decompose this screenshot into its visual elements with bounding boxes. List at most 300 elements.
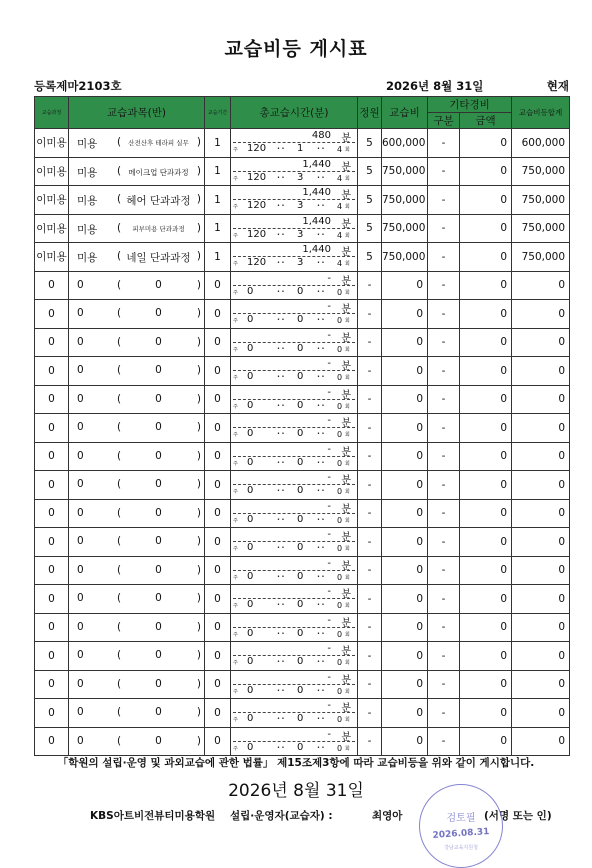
seal-label: (서명 또는 인) [484,810,552,822]
minutes-per-session: 0 [247,485,254,496]
table-row [35,670,570,699]
week-label: 주 [233,745,238,752]
weeks-count: 0 [337,686,343,696]
course-wrap [69,272,204,300]
paren-open: ( [117,449,122,462]
week-label: 주 [233,147,238,153]
course-cell [69,613,205,642]
tuition-cell: 0 [382,300,428,329]
period-cell: 0 [205,727,231,756]
course-major: 0 [77,392,84,405]
dot-label: • • [277,516,285,523]
course-cell [69,556,205,585]
week-label: 주 [233,232,238,239]
paren-open: ( [117,677,122,690]
course-wrap [69,642,204,670]
times-label: 회 [345,631,350,638]
amount-cell: 0 [460,328,512,357]
course-wrap [69,186,204,214]
total-minutes: 1,440 [302,215,331,227]
header-category: 구분 [428,113,460,129]
total-cell: 0 [512,585,570,614]
sessions-per-week: 0 [297,428,304,439]
hours-wrap [231,414,357,442]
table-row [35,271,570,300]
course-name: 0 [155,620,162,633]
course-name: 0 [155,592,162,604]
dot-label: • • [317,602,325,608]
course-major: 0 [77,649,84,661]
paren-close: ) [196,734,201,747]
paren-open: ( [117,734,122,747]
week-label: 주 [233,175,238,182]
subject-cell: 0 [35,357,69,386]
weeks-count: 4 [337,259,343,268]
dot-label: • • [277,573,285,580]
paren-open: ( [117,706,122,718]
times-label: 회 [345,147,350,153]
course-cell [69,585,205,614]
category-cell: - [428,699,460,728]
sessions-per-week: 3 [297,200,304,211]
course-name: 0 [155,506,162,519]
tuition-table [34,96,570,756]
sign-date: 2026년 8월 31일 [228,781,364,801]
tuition-cell: 0 [382,357,428,386]
dot-label: • • [317,174,325,181]
category-cell: - [428,442,460,471]
course-cell [69,157,205,186]
paren-open: ( [117,649,122,661]
period-cell: 0 [205,528,231,557]
period-cell: 0 [205,271,231,300]
total-cell: 0 [512,357,570,386]
subject-cell: 0 [35,471,69,500]
course-name: 피부미용 단과과정 [132,224,185,233]
course-major: 0 [77,278,84,291]
course-major: 0 [77,563,84,576]
total-cell: 0 [512,528,570,557]
total-minutes: 1,440 [302,187,331,198]
category-cell: - [428,499,460,528]
course-wrap [69,671,204,699]
paren-close: ) [196,535,201,547]
tuition-cell: 0 [382,528,428,557]
sessions-per-week: 0 [297,314,304,325]
times-label: 회 [345,346,350,353]
minutes-unit: 분 [341,646,351,657]
total-minutes: 480 [311,130,331,141]
hours-cell [231,243,358,272]
table-row [35,556,570,585]
representative-label: 설립·운영자(교습자) : [230,810,333,822]
course-cell [69,300,205,329]
subject-cell: 0 [35,727,69,756]
sessions-per-week: 0 [297,713,304,724]
registration-number: 등록제마2103호 [34,79,122,93]
weeks-count: 0 [337,458,343,468]
course-major: 0 [77,478,84,490]
capacity-cell: - [358,670,382,699]
times-label: 회 [345,232,350,239]
dot-label: • • [317,573,325,580]
minutes-unit: 분 [341,703,351,714]
course-name: 0 [155,364,162,376]
week-label: 주 [233,289,238,296]
hours-breakdown [233,628,355,640]
minutes-per-session: 0 [247,627,254,639]
period-cell: 0 [205,414,231,443]
capacity-cell: - [358,727,382,756]
capacity-cell: - [358,699,382,728]
course-cell [69,357,205,386]
course-name: 헤어 단과과정 [126,195,191,207]
hours-wrap [231,158,357,186]
course-wrap [69,386,204,414]
minutes-per-session: 0 [247,513,254,525]
representative-name: 최영아 [372,810,403,822]
total-cell: 0 [512,499,570,528]
course-major: 미용 [77,252,98,264]
total-cell: 0 [512,613,570,642]
period-cell: 0 [205,699,231,728]
subject-cell: 이미용 [35,186,69,215]
minutes-unit: 분 [341,361,351,372]
as-of-date: 2026년 8월 31일 [386,79,484,93]
table-row [35,385,570,414]
table-row [35,699,570,728]
dot-label: • • [277,317,285,323]
tuition-cell: 0 [382,642,428,671]
category-cell: - [428,328,460,357]
times-label: 회 [345,375,350,381]
minutes-unit: 분 [341,731,351,743]
course-name: 0 [155,307,162,319]
hours-breakdown [233,571,355,583]
hours-cell [231,271,358,300]
capacity-cell: - [358,471,382,500]
hours-cell [231,528,358,557]
period-cell: 1 [205,243,231,272]
minutes-unit: 분 [341,560,351,572]
weeks-count: 0 [337,715,343,724]
amount-cell: 0 [460,471,512,500]
dot-label: • • [277,488,285,494]
total-minutes: - [327,614,331,626]
sessions-per-week: 3 [297,171,304,183]
paren-open: ( [117,250,122,262]
minutes-unit: 분 [341,617,351,629]
total-cell: 0 [512,471,570,500]
times-label: 회 [345,403,350,410]
hours-wrap [231,471,357,499]
total-minutes: - [327,700,331,711]
minutes-unit: 분 [341,503,351,515]
subject-cell: 0 [35,699,69,728]
period-cell: 0 [205,385,231,414]
amount-cell: 0 [460,442,512,471]
header-subject: 교습과정 [35,97,69,129]
course-wrap [69,699,204,727]
total-minutes: - [327,529,331,540]
category-cell: - [428,471,460,500]
tuition-cell: 750,000 [382,214,428,243]
period-cell: 0 [205,499,231,528]
minutes-per-session: 0 [247,542,254,553]
subject-cell: 0 [35,528,69,557]
stamp-org: 강남교육지원청 [444,845,478,851]
hours-cell [231,670,358,699]
hours-breakdown [233,457,355,469]
table-row [35,642,570,671]
category-cell: - [428,300,460,329]
paren-open: ( [117,164,122,177]
period-cell: 0 [205,613,231,642]
table-row [35,471,570,500]
dot-label: • • [277,744,285,751]
dot-label: • • [277,288,285,295]
times-label: 회 [345,745,350,752]
times-label: 회 [345,489,350,495]
course-wrap [69,357,204,385]
capacity-cell: 5 [358,129,382,158]
dot-label: • • [317,203,325,209]
course-cell [69,642,205,671]
dot-label: • • [317,317,325,323]
category-cell: - [428,271,460,300]
amount-cell: 0 [460,528,512,557]
hours-cell [231,585,358,614]
total-cell: 0 [512,670,570,699]
sessions-per-week: 0 [297,684,304,696]
dot-label: • • [277,459,285,466]
minutes-unit: 분 [341,304,351,315]
tuition-cell: 600,000 [382,129,428,158]
paren-close: ) [196,506,201,519]
header-period: 교습기간 [205,97,231,129]
stamp-date: 2026.08.31 [432,827,490,841]
course-cell [69,727,205,756]
dot-label: • • [317,716,325,722]
course-cell [69,214,205,243]
course-cell [69,328,205,357]
week-label: 주 [233,261,238,267]
weeks-count: 4 [337,173,343,183]
total-cell: 0 [512,556,570,585]
paren-close: ) [196,136,201,148]
sessions-per-week: 0 [297,399,304,411]
subject-cell: 0 [35,385,69,414]
minutes-per-session: 0 [247,399,254,411]
sessions-per-week: 0 [297,342,304,354]
tuition-cell: 0 [382,471,428,500]
course-major: 0 [77,335,84,348]
header-amount: 금액 [460,113,512,129]
table-row [35,528,570,557]
category-cell: - [428,129,460,158]
amount-cell: 0 [460,214,512,243]
header-total: 교습비등합계 [512,97,570,129]
minutes-unit: 분 [341,418,351,429]
course-wrap [69,414,204,442]
week-label: 주 [233,660,238,666]
course-wrap [69,300,204,328]
hours-wrap [231,329,357,357]
weeks-count: 4 [337,202,343,211]
times-label: 회 [345,603,350,609]
course-cell [69,186,205,215]
minutes-per-session: 120 [247,143,267,154]
capacity-cell: - [358,556,382,585]
amount-cell: 0 [460,385,512,414]
period-cell: 0 [205,471,231,500]
dot-label: • • [277,545,285,551]
category-cell: - [428,157,460,186]
hours-wrap [231,443,357,471]
category-cell: - [428,214,460,243]
capacity-cell: - [358,328,382,357]
course-name: 0 [155,421,162,433]
amount-cell: 0 [460,642,512,671]
category-cell: - [428,186,460,215]
table-row [35,300,570,329]
hours-wrap [231,500,357,528]
period-cell: 1 [205,186,231,215]
category-cell: - [428,243,460,272]
dot-label: • • [277,659,285,665]
period-cell: 0 [205,556,231,585]
weeks-count: 0 [337,629,343,639]
times-label: 회 [345,688,350,695]
weeks-count: 0 [337,316,343,325]
table-row [35,727,570,756]
dot-label: • • [317,146,325,152]
total-cell: 0 [512,727,570,756]
course-cell [69,385,205,414]
total-cell: 750,000 [512,243,570,272]
tuition-cell: 0 [382,727,428,756]
weeks-count: 4 [337,145,343,154]
course-wrap [69,728,204,756]
sessions-per-week: 0 [297,285,304,297]
paren-close: ) [196,307,201,319]
tuition-cell: 750,000 [382,157,428,186]
hours-wrap [231,614,357,642]
hours-breakdown [233,172,355,184]
total-minutes: - [327,358,331,369]
subject-cell: 0 [35,414,69,443]
course-major: 미용 [77,195,98,207]
hours-breakdown [233,371,355,383]
total-minutes: - [327,472,331,483]
table-body [35,129,570,756]
week-label: 주 [233,460,238,467]
tuition-cell: 0 [382,699,428,728]
course-wrap [69,557,204,585]
minutes-per-session: 0 [247,570,254,582]
category-cell: - [428,670,460,699]
header-capacity: 정원 [358,97,382,129]
dot-label: • • [317,687,325,694]
table-row [35,214,570,243]
minutes-per-session: 120 [247,228,267,240]
dot-label: • • [277,402,285,409]
paren-open: ( [117,364,122,376]
dot-label: • • [277,687,285,694]
capacity-cell: - [358,499,382,528]
weeks-count: 0 [337,572,343,582]
times-label: 회 [345,204,350,210]
paren-close: ) [196,421,201,433]
minutes-per-session: 0 [247,371,254,382]
amount-cell: 0 [460,243,512,272]
course-wrap [69,215,204,243]
week-label: 주 [233,546,238,552]
dot-label: • • [317,231,325,238]
total-minutes: - [327,671,331,683]
subject-cell: 이미용 [35,214,69,243]
period-cell: 0 [205,357,231,386]
course-major: 0 [77,734,84,747]
hours-cell [231,642,358,671]
weeks-count: 0 [337,287,343,297]
amount-cell: 0 [460,414,512,443]
category-cell: - [428,642,460,671]
course-major: 0 [77,449,84,462]
page-title: 교습비등 게시표 [224,38,368,60]
paren-open: ( [117,506,122,519]
course-name: 0 [155,706,162,718]
tuition-cell: 0 [382,328,428,357]
hours-breakdown [233,343,355,355]
hours-breakdown [233,685,355,697]
table-row [35,613,570,642]
minutes-unit: 분 [341,275,351,287]
hours-cell [231,385,358,414]
hours-wrap [231,642,357,670]
hours-cell [231,556,358,585]
paren-open: ( [117,136,122,148]
category-cell: - [428,727,460,756]
subject-cell: 0 [35,442,69,471]
paren-close: ) [196,649,201,661]
course-cell [69,699,205,728]
tuition-cell: 0 [382,670,428,699]
tuition-cell: 0 [382,499,428,528]
course-name: 0 [155,392,162,405]
period-cell: 1 [205,157,231,186]
minutes-unit: 분 [341,247,351,258]
review-stamp [419,784,503,868]
sessions-per-week: 0 [297,371,304,382]
paren-close: ) [196,478,201,490]
hours-wrap [231,671,357,699]
header-other-fees: 기타경비 [428,97,512,113]
hours-wrap [231,528,357,556]
times-label: 회 [345,432,350,438]
paren-open: ( [117,392,122,405]
course-name: 0 [155,335,162,348]
course-name: 0 [155,677,162,690]
hours-breakdown [233,200,355,212]
period-cell: 0 [205,585,231,614]
hours-cell [231,214,358,243]
times-label: 회 [345,546,350,552]
hours-wrap [231,129,357,157]
total-minutes: - [327,728,331,740]
dot-label: • • [317,545,325,551]
minutes-unit: 분 [341,218,351,230]
